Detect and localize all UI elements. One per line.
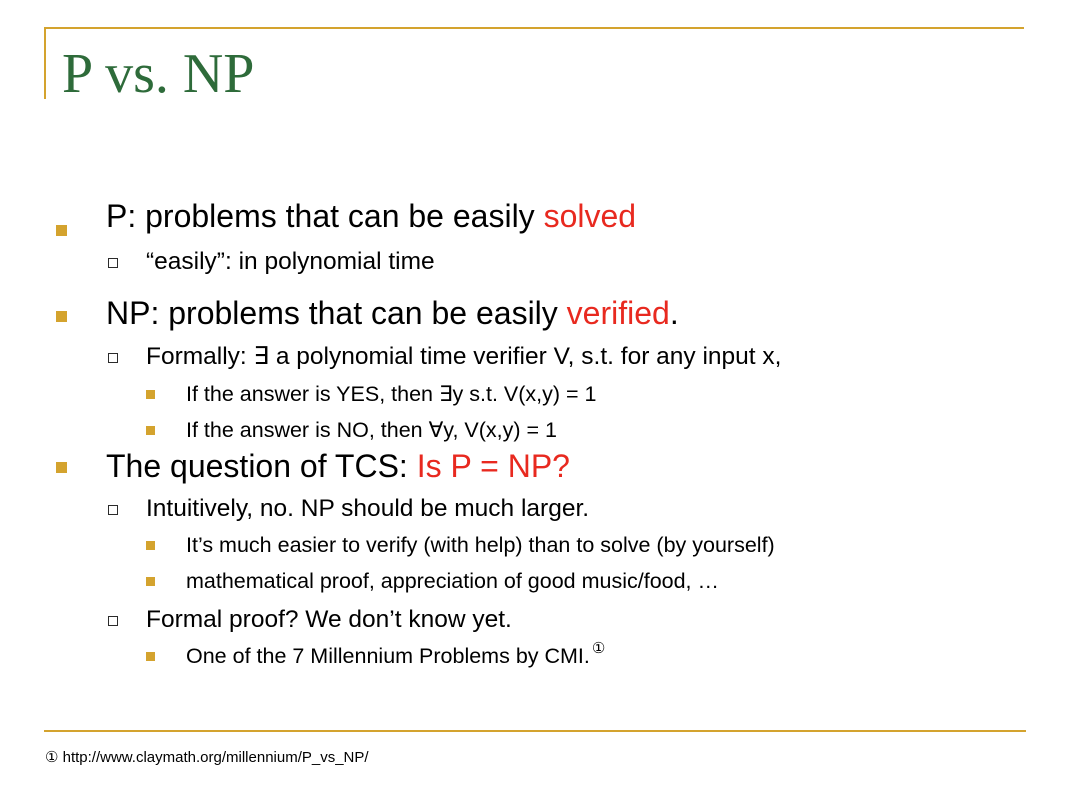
bullet-square-icon (56, 462, 67, 473)
sub-sub-bullet-yes: If the answer is YES, then ∃y s.t. V(x,y) = 1 (186, 382, 597, 406)
sub-sub-bullet-millennium (186, 642, 605, 673)
bullet-square-icon (56, 225, 67, 236)
bullet-p-text: P: problems that can be easily (106, 198, 544, 234)
footnote-divider (44, 730, 1026, 732)
bullet-np (106, 293, 679, 333)
slide-title: P vs. NP (62, 43, 255, 105)
bullet-np-text: NP: problems that can be easily (106, 295, 567, 331)
sub-bullet-formal-proof: Formal proof? We don’t know yet. (146, 606, 512, 633)
bullet-p-highlight: solved (543, 198, 637, 234)
sub-sub-bullet-square-icon (146, 652, 155, 661)
footnote: ① http://www.claymath.org/millennium/P_vs_NP/ (45, 749, 369, 766)
sub-bullet-easily: “easily”: in polynomial time (146, 248, 435, 275)
sub-sub-bullet-square-icon (146, 426, 155, 435)
sub-bullet-hollow-square-icon (108, 353, 118, 363)
sub-bullet-hollow-square-icon (108, 258, 118, 268)
sub-bullet-formally: Formally: ∃ a polynomial time verifier V, s.t. for any input x, (146, 343, 782, 370)
bullet-tcs-text: The question of TCS: (106, 448, 417, 484)
bullet-tcs-highlight: Is P = NP? (416, 448, 570, 484)
bullet-np-highlight: verified (566, 295, 670, 331)
sub-sub-bullet-millennium-text: One of the 7 Millennium Problems by CMI. (186, 644, 590, 668)
bullet-np-tail: . (669, 295, 679, 331)
sub-bullet-hollow-square-icon (108, 505, 118, 515)
footnote-marker: ① (591, 640, 606, 657)
sub-sub-bullet-easier: It’s much easier to verify (with help) than to solve (by yourself) (186, 533, 775, 557)
sub-sub-bullet-examples: mathematical proof, appreciation of good music/food, … (186, 569, 720, 593)
sub-sub-bullet-square-icon (146, 577, 155, 586)
bullet-tcs (106, 446, 570, 486)
sub-sub-bullet-no: If the answer is NO, then ∀y, V(x,y) = 1 (186, 418, 557, 442)
sub-sub-bullet-square-icon (146, 390, 155, 399)
sub-bullet-intuitively: Intuitively, no. NP should be much larger. (146, 495, 590, 522)
sub-sub-bullet-square-icon (146, 541, 155, 550)
bullet-square-icon (56, 311, 67, 322)
bullet-p (106, 196, 636, 236)
sub-bullet-hollow-square-icon (108, 616, 118, 626)
